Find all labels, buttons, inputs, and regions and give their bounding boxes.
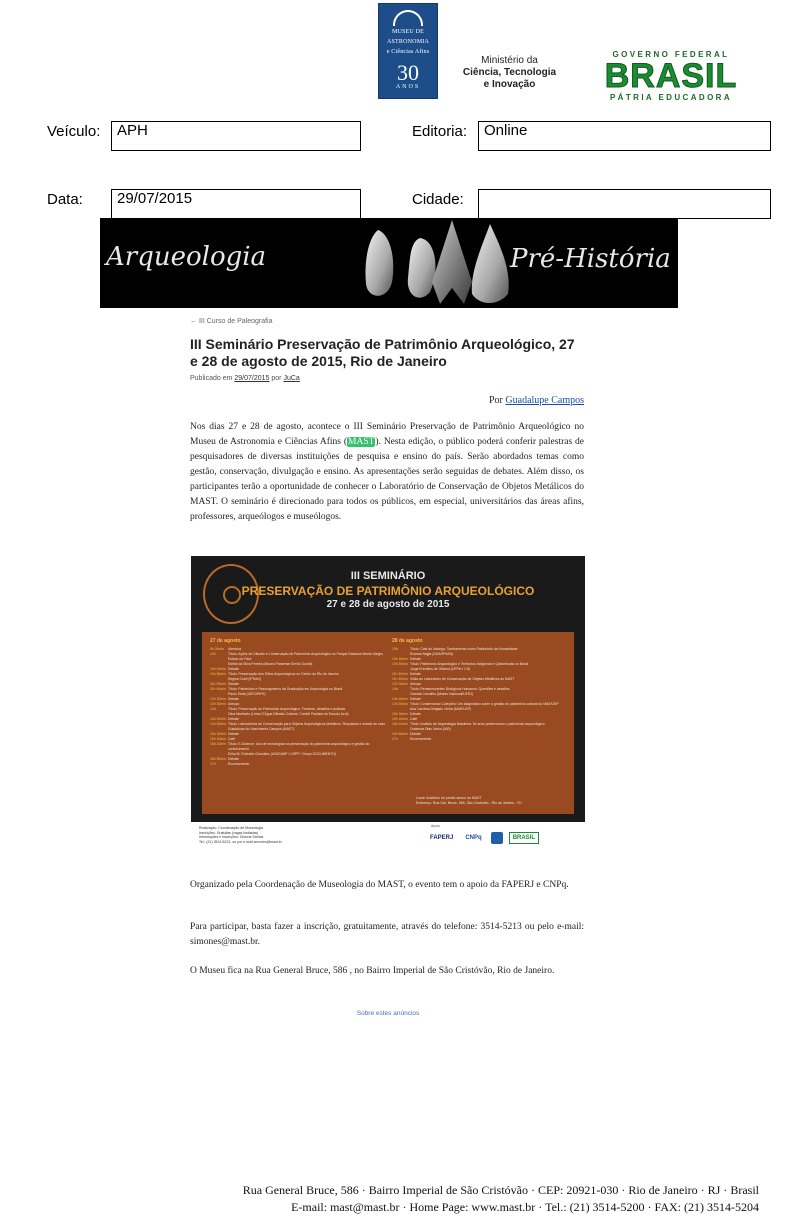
brasil-small-logo: BRASIL [509, 832, 539, 844]
program-desc: Título: Ações de Difusão e Conservação de Patrimônio Arqueológico no Parque Estadual Monte Alegre, Estado do Pará [228, 652, 384, 661]
program-desc: Debate [410, 657, 421, 661]
program-time: 14h 40min [392, 697, 408, 701]
cnpq-logo: CNPq [465, 835, 482, 841]
poster-title-line3: 27 e 28 de agosto de 2015 [326, 599, 450, 610]
program-time: 17h [210, 762, 216, 766]
poster-info-line2: Inscrições: Gratuitas (vagas limitadas) [199, 830, 259, 835]
program-time: 14h 50min [210, 722, 226, 726]
program-desc: Ondemar Dias Junior (IAB) [410, 727, 451, 731]
program-desc: Título: Preservação do Patrimônio Arqueológico: Fomento, desafios e práticas [228, 707, 346, 711]
governo-federal-brasil-logo [590, 50, 752, 102]
program-time: 11h 40min [210, 687, 226, 691]
program-desc: Visita ao Laboratório de Conservação de Objetos Metálicos do MAST [410, 677, 515, 681]
previous-post-link[interactable]: ← III Curso de Paleografia [190, 318, 273, 325]
program-desc: Almoço [228, 702, 240, 706]
poster-info [199, 826, 282, 844]
program-time: 14h [392, 687, 398, 691]
program-desc: Paulo Seda (UERJ/BPH) [228, 692, 266, 696]
program-desc: Título: Laboratórios de Conservação para Objetos Arqueológicos Metálicos: Requisitos e estudo de caso [228, 722, 386, 726]
program-desc: Café [228, 737, 236, 741]
data-label: Data: [47, 191, 83, 208]
program-desc: Encerramento [228, 762, 250, 766]
program-time: 16h 10min [392, 722, 408, 726]
program-day1-label: 27 de agosto [210, 638, 241, 644]
seminar-poster [191, 556, 585, 858]
poster-title-line2: PRESERVAÇÃO DE PATRIMÔNIO ARQUEOLÓGICO [241, 584, 535, 598]
poster-local [416, 796, 566, 806]
p1-before: Nos dias 27 e 28 de agosto, acontece o III Seminário Preservação de Patrimônio Arqueológico no Museu de Astronomia e Ciências Afins ( [190, 422, 584, 447]
program-desc: Claudia Carvalho (Museu Nacional/UFRJ) [410, 692, 474, 696]
program-row [210, 742, 388, 752]
banner-left-text: Arqueologia [106, 242, 267, 272]
footer-contact: E-mail: mast@mast.br · Home Page: www.mast.br · Tel.: (21) 3514-5200 · FAX: (21) 3514-5204 [291, 1200, 759, 1214]
program-desc: Título: Preservação dos Sítios Arqueológicos no Centro do Rio de Janeiro [228, 672, 339, 676]
program-time: 9h 30min [210, 647, 224, 651]
program-desc: Debate [410, 697, 421, 701]
program-desc: Erika M. Robrahn-González (UNICAMP / USPP / Grupo DOCUMENTO) [228, 752, 336, 756]
banner-right-text: Pré-História [510, 244, 671, 274]
program-time: 11h 30min [392, 672, 408, 676]
poster-program [202, 632, 574, 814]
meta-by: por [271, 375, 282, 382]
article-paragraph-3: Para participar, basta fazer a inscrição, gratuitamente, através do telefone: 3514-5213 ou pelo e-mail: simones@mast.br. [190, 922, 584, 947]
program-desc: Abertura [228, 647, 242, 651]
program-desc: Edithe da Silva Pereira (Museu Paraense Emílio Goeldi) [228, 662, 313, 666]
program-desc: Título: E-Science: Uso de tecnologias na preservação do patrimônio arqueológico e gestão do conhecimento [228, 742, 370, 751]
stone-arrowheads-image [358, 218, 518, 308]
cidade-field [478, 189, 771, 219]
meta-date-link[interactable]: 29/07/2015 [234, 375, 270, 382]
program-desc: Rosana Najjar (DNA/IPHAN) [410, 652, 454, 656]
program-time: 12h 30min [392, 682, 408, 686]
program-time: 11h 30min [210, 682, 226, 686]
meta-author-link[interactable]: JuCa [283, 375, 300, 382]
cidade-label: Cidade: [412, 191, 464, 208]
mast-logo-number: 30 [397, 60, 419, 85]
byline-prefix: Por [489, 395, 503, 406]
program-time: 10h 40min [210, 667, 226, 671]
faperj-logo: FAPERJ [430, 835, 454, 841]
program-desc: Almoço [410, 682, 422, 686]
poster-sponsor-logos [427, 832, 539, 844]
program-desc: Debate [410, 672, 421, 676]
mast-logo-line2: ASTRONOMIA [386, 39, 429, 45]
program-desc: Debate [228, 757, 239, 761]
p1-after: ). Nesta edição, o público poderá conferir palestras de pesquisadores de diversas instituições de pesquisa e ensino do país. Serão abordados temas como gestão, conservação, divulgação e ensino. As apresentações serão seguidas de debates. Além disso, os participantes terão a oportunidade de conhecer o Laboratório de Conservação de Objetos Metálicos do MAST. O seminário é direcionado para todos os públicos, em especial, universitários das áreas afins, professores, arqueólogos e museólogos. [190, 437, 584, 522]
program-desc: Gina Machado (Linha D'Água Difusão Cultural, Comitê Paulista do Escudo Azul) [228, 712, 349, 716]
poster-info-line3: Informações e inscrições: Simone Santos [199, 835, 264, 840]
program-row [392, 737, 570, 742]
program-desc: Regina Coeli (IPHAN) [228, 677, 261, 681]
program-day1 [210, 638, 388, 767]
program-desc: Jorge Eremites de Oliveira (UFPel / CH) [410, 667, 471, 671]
data-field: 29/07/2015 [111, 189, 361, 219]
article-meta [190, 375, 300, 382]
about-ads-link[interactable]: Sobre estes anúncios [356, 1010, 420, 1017]
article-paragraph-1 [190, 420, 584, 525]
program-desc: Título: Remanescentes Biológicos Humanos: Questões e desafios [410, 687, 510, 691]
program-time: 11h 40min [392, 677, 408, 681]
editoria-label: Editoria: [412, 123, 468, 140]
program-desc: Título: Conservando Coleções: Um diagnóstico sobre a gestão do patrimônio cultural do MAE/USP [410, 702, 559, 706]
program-desc: Título: Instituto de Arqueologia Brasileira: 54 anos preservando o patrimônio arqueológico [410, 722, 545, 726]
program-desc: Café [410, 717, 418, 721]
program-time: 12h 20min [210, 697, 226, 701]
program-time: 12h 30min [210, 702, 226, 706]
ministry-line1: Ministério da [481, 55, 538, 66]
veiculo-label: Veículo: [47, 123, 101, 140]
article-title: III Seminário Preservação de Patrimônio Arqueológico, 27 e 28 de agosto de 2015, Rio de Janeiro [190, 336, 575, 369]
article-paragraph-2: Organizado pela Coordenação de Museologia do MAST, o evento tem o apoio da FAPERJ e CNPq. [190, 880, 569, 890]
poster-info-line1: Realização: Coordenação de Museologia [199, 826, 264, 830]
program-desc: Guadalupe do Nascimento Campos (MAST) [228, 727, 295, 731]
editoria-field: Online [478, 121, 771, 151]
arqueologia-banner [100, 218, 678, 308]
program-desc: Título: Patrimônio e Ressurgimento da Graduação em Arqueologia no Brasil [228, 687, 343, 691]
article-paragraph-4: O Museu fica na Rua General Bruce, 586 , no Bairro Imperial de São Cristóvão, Rio de Janeiro. [190, 966, 555, 976]
program-desc: Ana Carolina Delgado Vieira (MAE/USP) [410, 707, 472, 711]
brasil-logo-bottom: PÁTRIA EDUCADORA [609, 93, 733, 102]
program-row [210, 652, 388, 662]
program-desc: Encerramento [410, 737, 432, 741]
program-time: 15h 40min [210, 737, 226, 741]
program-time: 10h 50min [392, 662, 408, 666]
program-time: 17h [392, 737, 398, 741]
mast-logo-line3: e Ciências Afins [386, 49, 430, 55]
mast-logo-line1: MUSEU DE [391, 29, 425, 35]
article-byline [489, 395, 584, 406]
poster-local-line2: Endereço: Rua Gal. Bruce, 586, São Cristóvão - Rio de Janeiro - RJ [416, 801, 522, 805]
poster-info-line4: Tel.: (21) 3514-5213, ou por e-mail simones@mast.br [199, 839, 282, 844]
mast-highlight: MAST [348, 437, 375, 447]
program-desc: Debate [410, 712, 421, 716]
page-footer [139, 1182, 759, 1216]
program-desc: Debate [228, 697, 239, 701]
program-time: 15h 40min [392, 717, 408, 721]
poster-sponsors-label: Apoio [431, 824, 440, 828]
program-time: 10h 50min [210, 672, 226, 676]
poster-title-line1: III SEMINÁRIO [350, 570, 426, 582]
brasil-logo-top: GOVERNO FEDERAL [612, 50, 730, 59]
program-desc: Debate [410, 732, 421, 736]
program-time: 15h 30min [210, 732, 226, 736]
program-row [210, 762, 388, 767]
program-desc: Debate [228, 717, 239, 721]
program-day2 [392, 638, 570, 742]
program-desc: Debate [228, 682, 239, 686]
observatory-dome-icon [393, 10, 423, 26]
meta-prefix: Publicado em [190, 375, 233, 382]
poster-local-line1: Local: Auditório do prédio anexo do MAST [416, 796, 482, 800]
ministry-logo [452, 55, 567, 91]
footer-address: Rua General Bruce, 586 · Bairro Imperial de São Cristóvão · CEP: 20921-030 · Rio de Janeiro · RJ · Brasil [242, 1183, 759, 1197]
program-time: 15h 30min [392, 712, 408, 716]
program-desc: Debate [228, 732, 239, 736]
poster-bottom-strip [191, 822, 585, 858]
program-time: 14h [210, 707, 216, 711]
veiculo-field: APH [111, 121, 361, 151]
brasil-logo-word: BRASIL [604, 57, 738, 95]
ministry-line3: e Inovação [483, 79, 536, 90]
program-time: 14h 40min [210, 717, 226, 721]
program-time: 10h [210, 652, 216, 656]
mast-logo-anos: ANOS [395, 84, 421, 90]
mast-30-anos-logo [378, 3, 438, 99]
byline-author-link[interactable]: Guadalupe Campos [505, 395, 584, 406]
un-emblem-icon [491, 832, 503, 844]
program-day2-label: 28 de agosto [392, 638, 423, 644]
program-desc: Título: Cais do Valongo: Tombamento como Patrimônio da Humanidade [410, 647, 518, 651]
program-time: 10h 40min [392, 657, 408, 661]
program-desc: Título: Patrimônio Arqueológico e Territórios Indígenas e Quilombolas no Brasil [410, 662, 529, 666]
ministry-line2: Ciência, Tecnologia [462, 67, 557, 78]
program-time: 16h 50min [210, 757, 226, 761]
program-time: 10h [392, 647, 398, 651]
program-time: 16h 10min [210, 742, 226, 746]
program-time: 16h 50min [392, 732, 408, 736]
program-time: 14h 50min [392, 702, 408, 706]
article-page [180, 308, 596, 1030]
program-desc: Debate [228, 667, 239, 671]
